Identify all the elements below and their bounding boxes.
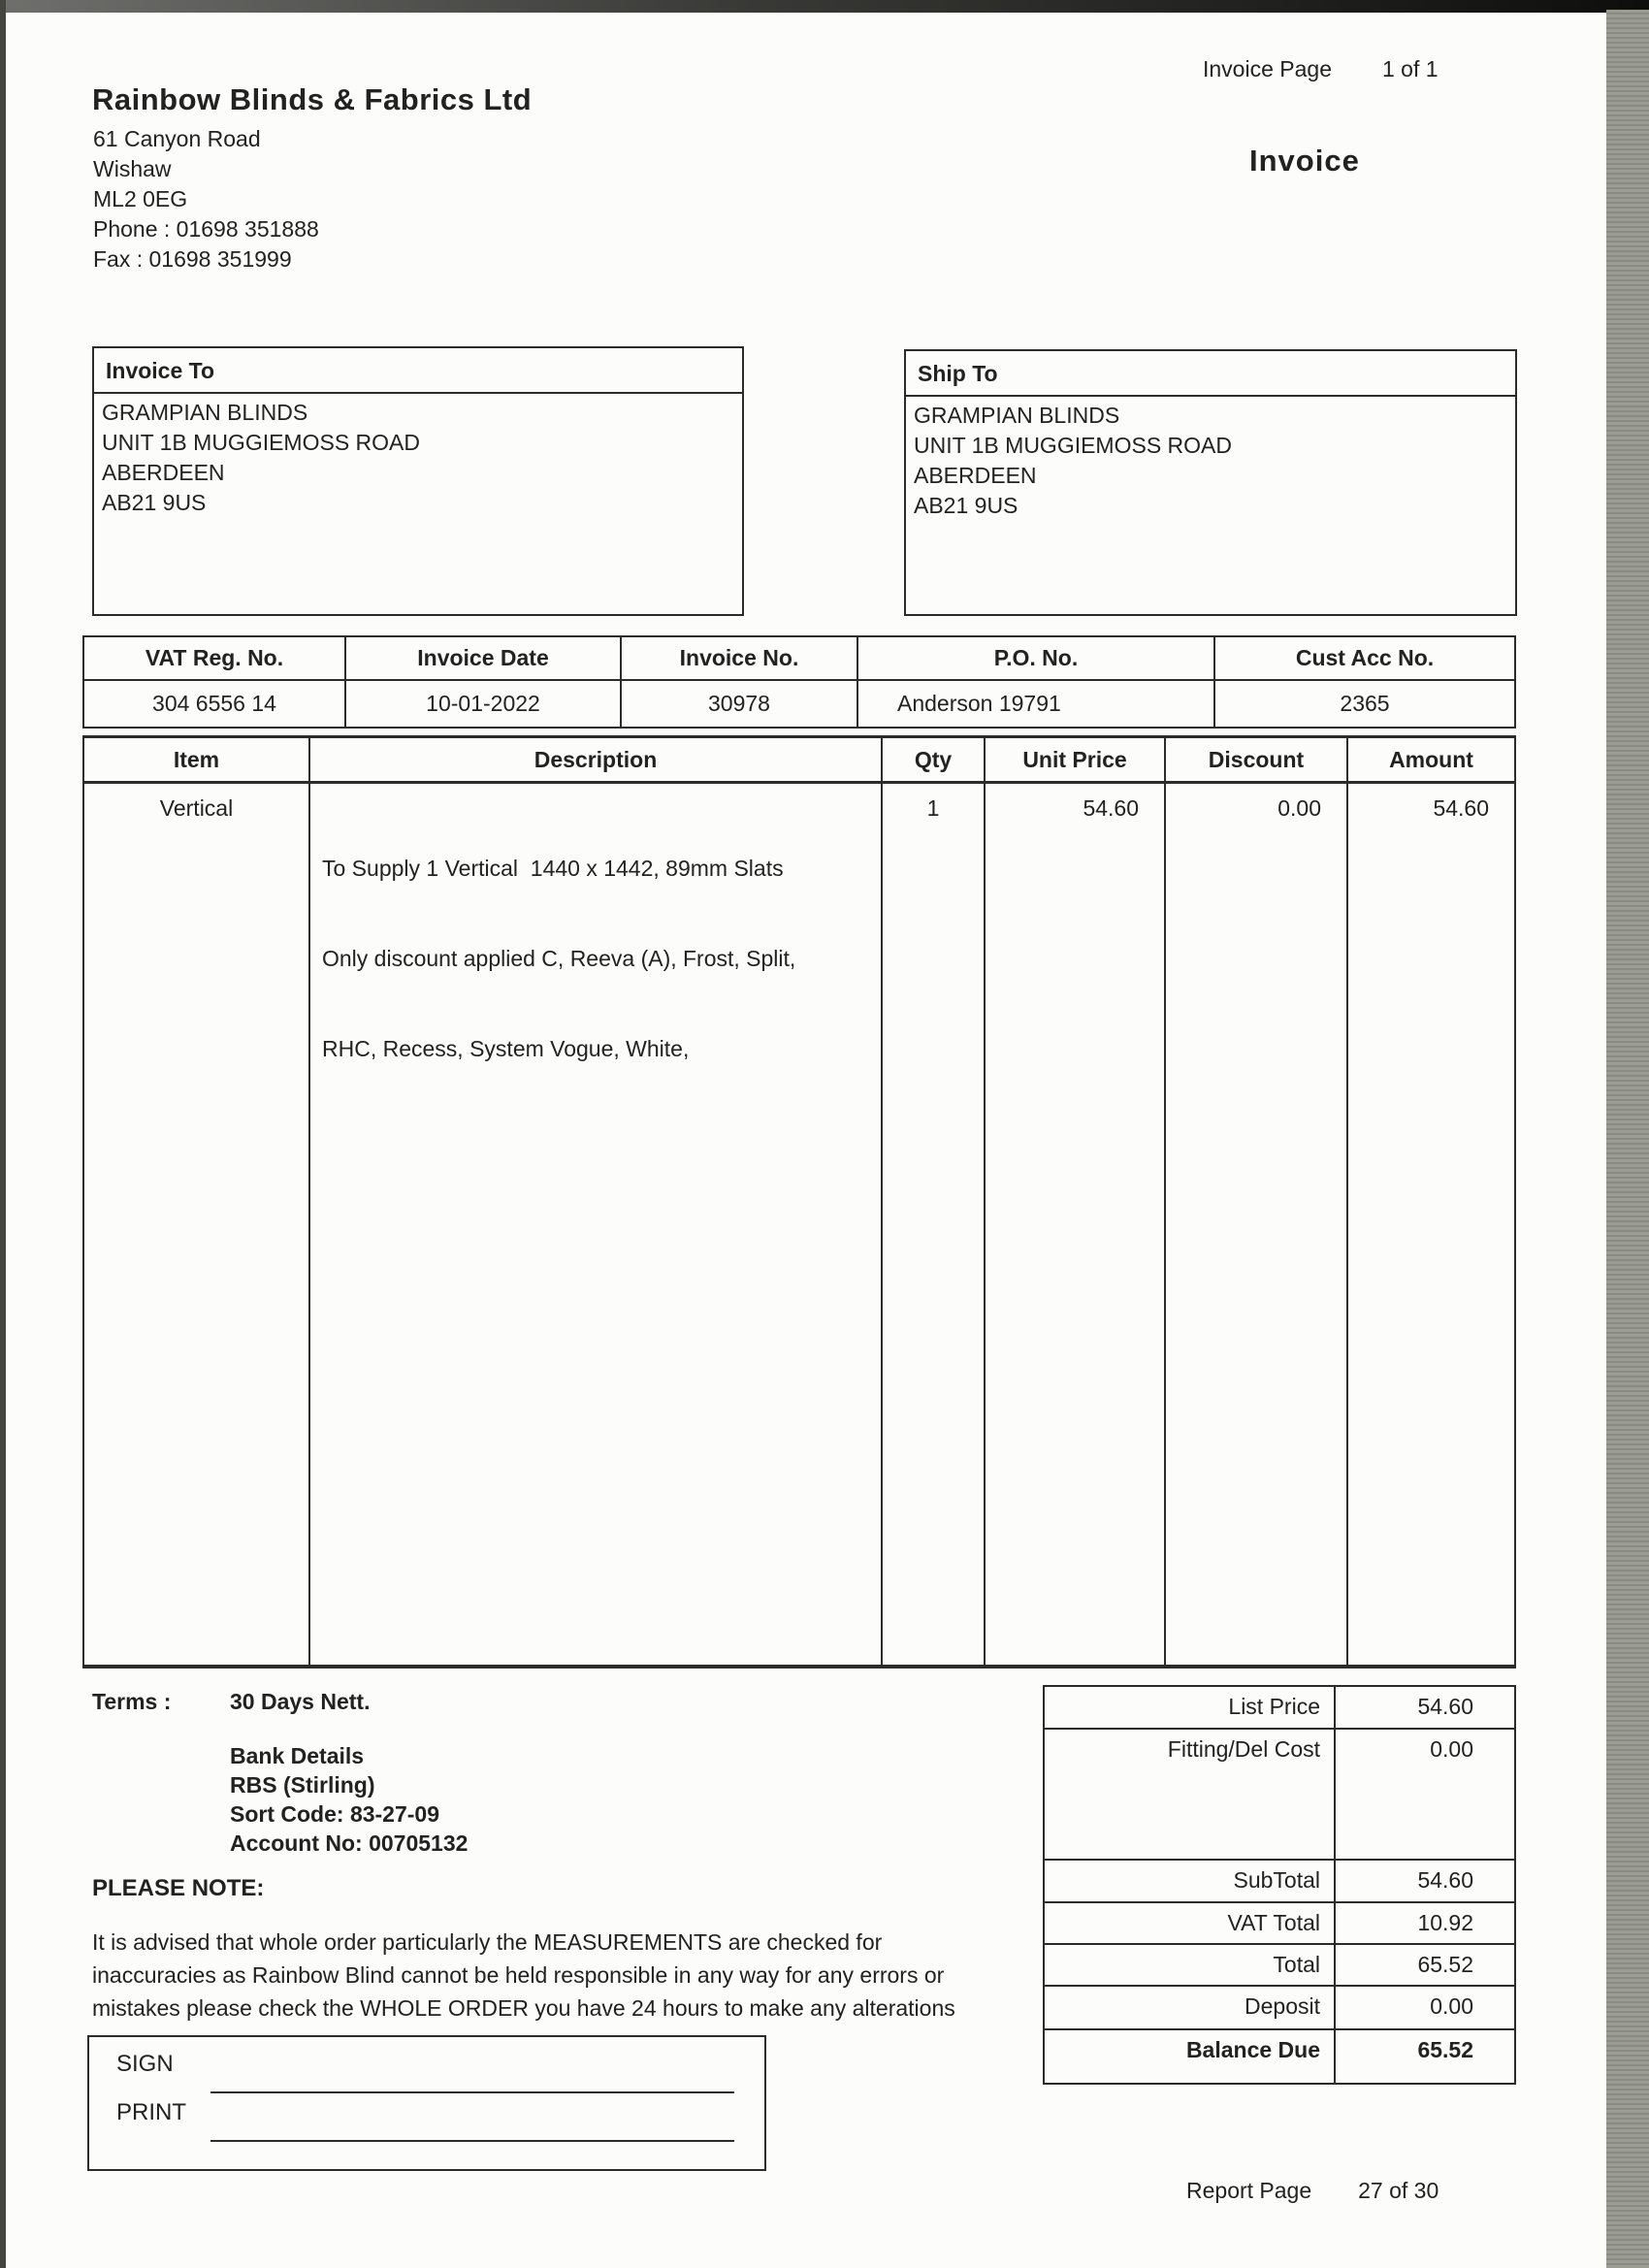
totals-value: 54.60 bbox=[1417, 1694, 1473, 1719]
ship-to-line: ABERDEEN bbox=[914, 463, 1037, 488]
meta-header-invoice-date: Invoice Date bbox=[346, 637, 622, 681]
invoice-to-line: ABERDEEN bbox=[102, 460, 225, 485]
meta-value-po-no: Anderson 19791 bbox=[858, 681, 1215, 727]
company-fax: Fax : 01698 351999 bbox=[93, 246, 292, 272]
meta-value-invoice-no: 30978 bbox=[622, 681, 858, 727]
print-line bbox=[210, 2140, 734, 2142]
totals-value: 10.92 bbox=[1417, 1910, 1473, 1935]
item-cell-description bbox=[310, 784, 883, 1665]
totals-row-vat-total bbox=[1045, 1903, 1514, 1945]
items-header-amount: Amount bbox=[1348, 738, 1514, 784]
totals-value: 65.52 bbox=[1417, 2037, 1473, 2062]
invoice-page-value: 1 of 1 bbox=[1381, 56, 1439, 81]
print-label: PRINT bbox=[116, 2099, 186, 2125]
item-description-line: RHC, Recess, System Vogue, White, bbox=[322, 1036, 690, 1061]
bank-name: RBS (Stirling) bbox=[230, 1772, 375, 1798]
totals-row-deposit bbox=[1045, 1987, 1514, 2030]
totals-label: VAT Total bbox=[1045, 1903, 1336, 1943]
ship-to-line: UNIT 1B MUGGIEMOSS ROAD bbox=[914, 433, 1233, 458]
meta-header-invoice-no: Invoice No. bbox=[622, 637, 858, 681]
ship-to-box bbox=[904, 349, 1517, 616]
totals-row-total bbox=[1045, 1945, 1514, 1987]
item-cell-discount: 0.00 bbox=[1166, 784, 1348, 1665]
totals-label: Total bbox=[1045, 1945, 1336, 1985]
invoice-to-line: AB21 9US bbox=[102, 490, 207, 515]
please-note-heading: PLEASE NOTE: bbox=[92, 1875, 265, 1901]
item-description-line: To Supply 1 Vertical 1440 x 1442, 89mm Slats bbox=[322, 856, 784, 881]
totals-row-balance-due bbox=[1045, 2030, 1514, 2083]
bank-account-no: Account No: 00705132 bbox=[230, 1831, 469, 1856]
items-header-description: Description bbox=[310, 738, 883, 784]
item-cell-item: Vertical bbox=[84, 784, 310, 1665]
meta-header-cust-acc-no: Cust Acc No. bbox=[1215, 637, 1514, 681]
items-header-qty: Qty bbox=[883, 738, 986, 784]
signature-box bbox=[87, 2035, 766, 2171]
bank-details bbox=[230, 1741, 468, 1858]
ship-to-address bbox=[906, 397, 1515, 525]
totals-table bbox=[1043, 1685, 1516, 2085]
totals-row-subtotal bbox=[1045, 1861, 1514, 1903]
please-note-text: It is advised that whole order particularly the MEASUREMENTS are checked for inaccuracies as Rainbow Blind cannot be held responsible in any way for any errors or mistakes please check the WHOLE ORDER you have 24 hours to make any alterations bbox=[92, 1929, 955, 2021]
meta-header-po-no: P.O. No. bbox=[858, 637, 1215, 681]
report-page-indicator bbox=[1186, 2178, 1439, 2204]
item-cell-unit-price: 54.60 bbox=[986, 784, 1166, 1665]
ship-to-line: GRAMPIAN BLINDS bbox=[914, 403, 1120, 428]
scan-top-edge bbox=[0, 0, 1649, 13]
items-header-unit-price: Unit Price bbox=[986, 738, 1166, 784]
line-items-table bbox=[82, 735, 1516, 1669]
item-cell-qty: 1 bbox=[883, 784, 986, 1665]
ship-to-header: Ship To bbox=[906, 351, 1515, 397]
meta-header-vat-reg-no: VAT Reg. No. bbox=[84, 637, 346, 681]
meta-value-vat-reg-no: 304 6556 14 bbox=[84, 681, 346, 727]
bank-sort-code: Sort Code: 83-27-09 bbox=[230, 1801, 440, 1827]
invoice-meta-table bbox=[82, 635, 1516, 729]
item-description-line: Only discount applied C, Reeva (A), Frost, Split, bbox=[322, 946, 796, 971]
meta-value-cust-acc-no: 2365 bbox=[1340, 691, 1390, 716]
company-address-line: 61 Canyon Road bbox=[93, 126, 261, 151]
company-address bbox=[93, 124, 319, 275]
invoice-to-line: UNIT 1B MUGGIEMOSS ROAD bbox=[102, 430, 421, 455]
totals-value: 65.52 bbox=[1417, 1952, 1473, 1977]
company-phone: Phone : 01698 351888 bbox=[93, 216, 319, 242]
scan-left-edge bbox=[0, 0, 6, 2268]
totals-label: Deposit bbox=[1045, 1987, 1336, 2028]
company-address-line: Wishaw bbox=[93, 156, 172, 181]
terms-value: 30 Days Nett. bbox=[230, 1689, 371, 1714]
totals-value: 0.00 bbox=[1430, 1993, 1473, 2019]
report-page-label: Report Page bbox=[1186, 2178, 1312, 2203]
company-address-line: ML2 0EG bbox=[93, 186, 188, 211]
company-name: Rainbow Blinds & Fabrics Ltd bbox=[92, 82, 533, 116]
ship-to-line: AB21 9US bbox=[914, 493, 1018, 518]
scan-right-band bbox=[1606, 10, 1649, 2268]
totals-label: Fitting/Del Cost bbox=[1045, 1730, 1336, 1859]
totals-row-fitting-del-cost bbox=[1045, 1730, 1514, 1861]
item-cell-amount: 54.60 bbox=[1433, 795, 1489, 821]
totals-row-list-price bbox=[1045, 1687, 1514, 1730]
invoice-page-indicator bbox=[1203, 56, 1439, 82]
invoice-to-address bbox=[94, 394, 742, 522]
invoice-to-box bbox=[92, 346, 744, 616]
sign-line bbox=[210, 2091, 734, 2093]
totals-value: 54.60 bbox=[1417, 1867, 1473, 1893]
invoice-to-header: Invoice To bbox=[94, 348, 742, 394]
totals-label: Balance Due bbox=[1045, 2030, 1336, 2083]
report-page-value: 27 of 30 bbox=[1358, 2178, 1439, 2203]
invoice-title: Invoice bbox=[1249, 144, 1360, 178]
invoice-to-line: GRAMPIAN BLINDS bbox=[102, 400, 308, 425]
totals-label: List Price bbox=[1045, 1687, 1336, 1728]
meta-value-invoice-date: 10-01-2022 bbox=[346, 681, 622, 727]
sign-label: SIGN bbox=[116, 2051, 174, 2077]
terms-label: Terms : bbox=[92, 1689, 172, 1714]
totals-label: SubTotal bbox=[1045, 1861, 1336, 1901]
totals-value: 0.00 bbox=[1430, 1736, 1473, 1762]
items-header-item: Item bbox=[84, 738, 310, 784]
items-header-discount: Discount bbox=[1166, 738, 1348, 784]
bank-details-heading: Bank Details bbox=[230, 1743, 365, 1768]
invoice-page-label: Invoice Page bbox=[1203, 56, 1332, 81]
